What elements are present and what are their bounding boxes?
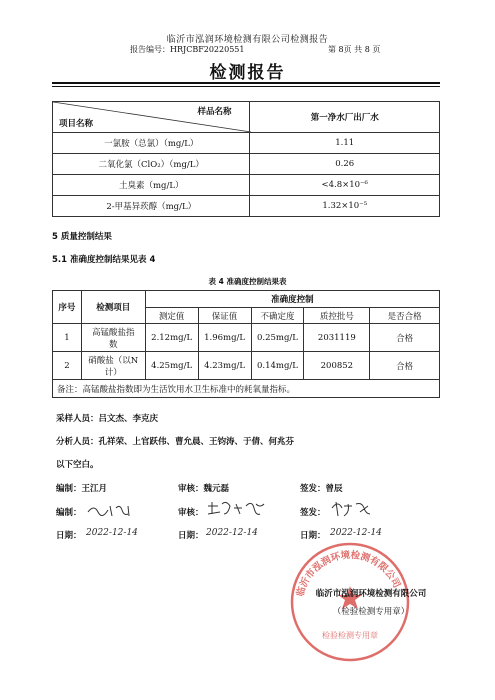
accuracy-table [52,290,440,398]
diagonal-header-cell [53,102,250,133]
item-cell: 2-甲基异莰醇（mg/L） [53,196,250,217]
date-issuer: 2022-12-14 [330,528,382,538]
assured-header: 保证值 [198,308,251,324]
subsection-title: 5.1 准确度控制结果见表 4 [52,255,156,265]
seq-header: 序号 [53,291,82,324]
assured-cell: 4.23mg/L [198,352,251,380]
compiler-signature [86,500,136,520]
reviewer-signature [206,498,268,520]
report-title: 检测报告 [209,63,286,83]
pass-cell: 合格 [370,324,440,352]
pass-cell: 合格 [370,352,440,380]
item-header: 项目名称 [59,119,94,129]
measured-header: 测定值 [145,308,198,324]
report-number: 报告编号：HRJCBF20220551 [130,45,245,54]
svg-text:检验检测专用章: 检验检测专用章 [322,631,378,640]
accuracy-group-header: 准确度控制 [145,291,439,308]
value-cell: 0.26 [250,154,440,175]
reviewer-name: 魏元磊 [203,484,230,494]
sample-header: 样品名称 [197,107,232,117]
value-cell: 1.32×10⁻⁵ [250,196,440,217]
table-row [53,133,440,154]
date-compiler: 2022-12-14 [86,528,138,538]
table-row [53,324,440,352]
item-header: 检测项目 [81,291,145,324]
issuer-label: 签发： [300,484,326,494]
uncertainty-cell: 0.14mg/L [251,352,304,380]
value-cell: <4.8×10⁻⁶ [250,175,440,196]
date-reviewer: 2022-12-14 [206,528,258,538]
table-row [53,352,440,380]
issuer-name: 曾辰 [325,484,343,494]
batch-header: 质控批号 [304,308,370,324]
item-cell: 二氧化氯（ClO₂）（mg/L） [53,154,250,175]
official-seal [280,530,420,670]
results-table [52,101,440,217]
title-rule-thin [52,86,440,87]
batch-cell: 2031119 [304,324,370,352]
header-company: 临沂市泓润环境检测有限公司检测报告 [166,35,329,45]
issuer-signature [330,498,374,520]
seq-cell: 2 [53,352,82,380]
analysts-line: 分析人员：孔祥荣、上官跃伟、曹允晨、王钧涛、于倩、何兆芬 [56,437,295,447]
company-signoff: 临沂市泓润环境检测有限公司 [315,589,427,599]
blank-note: 以下空白。 [56,460,99,470]
reviewer-row [178,482,229,494]
compiler-row [56,482,107,494]
signed-reviewer-label: 审核： [178,508,204,518]
sample-name: 第一净水厂出厂水 [250,102,440,133]
date-compiler-label: 日期： [56,531,82,541]
date-reviewer-label: 日期： [178,531,204,541]
item-cell: 一氯胺（总氯）（mg/L） [53,133,250,154]
table-row [53,196,440,217]
item-cell: 高锰酸盐指数 [81,324,145,352]
table-row [53,154,440,175]
compiler-label: 编制： [56,484,82,494]
title-rule-thick [52,82,440,84]
date-issuer-label: 日期： [300,531,326,541]
issuer-row [300,482,343,494]
samplers-line: 采样人员：吕文杰、李克庆 [56,414,159,424]
value-cell: 1.11 [250,133,440,154]
section-title: 5 质量控制结果 [52,232,112,242]
table-note: 备注：高锰酸盐指数即为生活饮用水卫生标准中的耗氧量指标。 [53,380,440,398]
signed-issuer-label: 签发： [300,508,326,518]
compiler-name: 王江月 [81,484,108,494]
signed-compiler-label: 编制： [56,508,82,518]
reviewer-label: 审核： [178,484,204,494]
assured-cell: 1.96mg/L [198,324,251,352]
measured-cell: 2.12mg/L [145,324,198,352]
item-cell: 土臭素（mg/L） [53,175,250,196]
uncertainty-header: 不确定度 [251,308,304,324]
page-indicator: 第 8页 共 8 页 [328,45,381,54]
seq-cell: 1 [53,324,82,352]
uncertainty-cell: 0.25mg/L [251,324,304,352]
seal-graphic [280,530,420,670]
batch-cell: 200852 [304,352,370,380]
table-row [53,175,440,196]
svg-text:临沂市泓润环境检测有限公司: 临沂市泓润环境检测有限公司 [294,549,403,598]
item-cell: 硝酸盐（以N计） [81,352,145,380]
company-seal-label: （检验检测专用章） [332,607,410,617]
measured-cell: 4.25mg/L [145,352,198,380]
table-caption: 表 4 准确度控制结果表 [208,277,287,286]
pass-header: 是否合格 [370,308,440,324]
